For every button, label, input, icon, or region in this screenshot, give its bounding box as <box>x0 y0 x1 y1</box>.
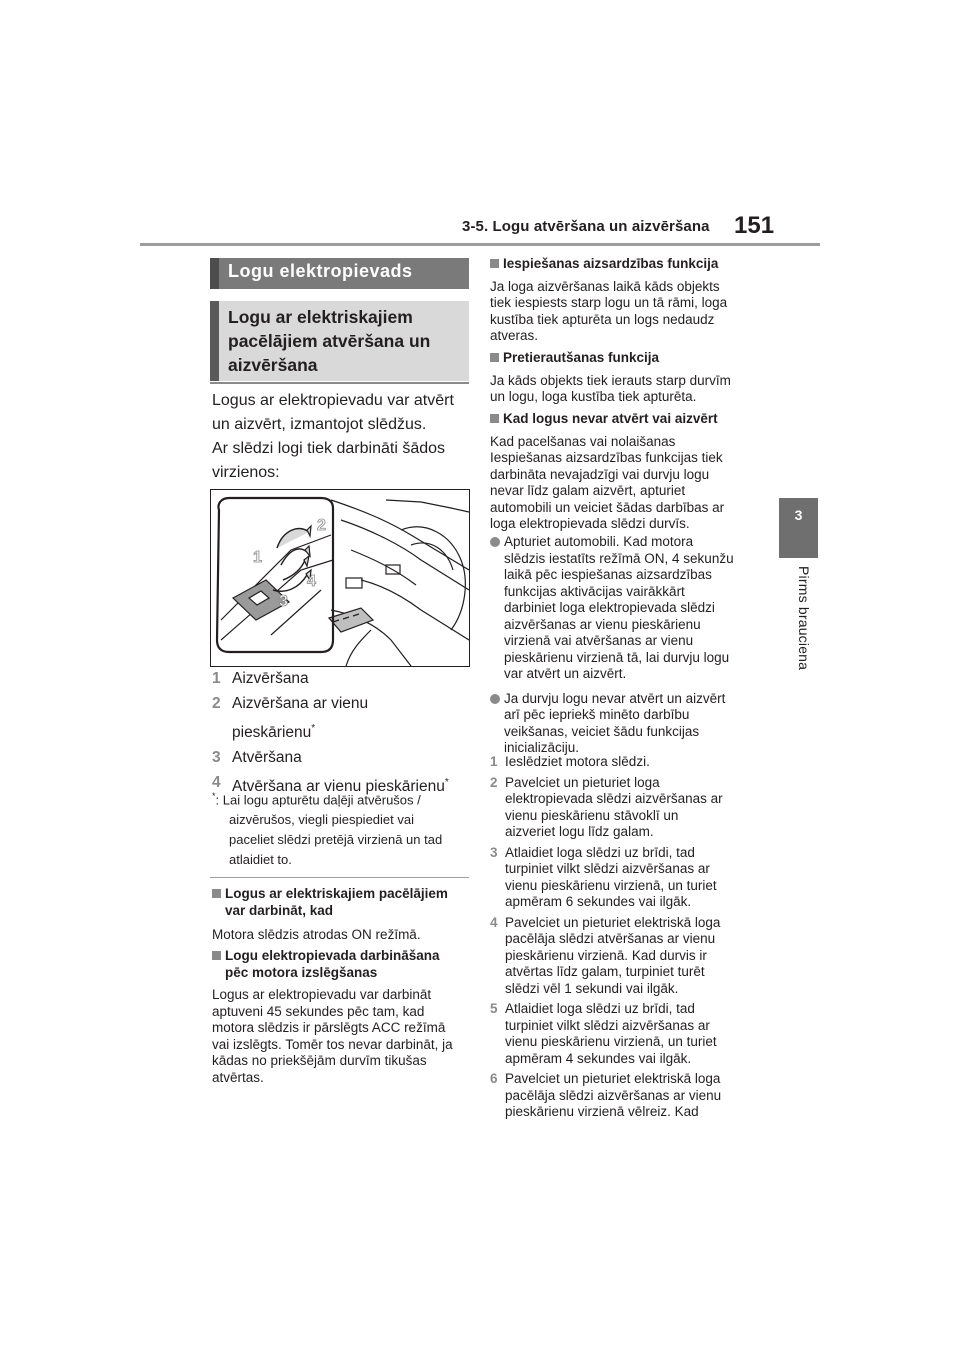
note-body-line: kādas no priekšējām durvīm tikušas <box>212 1053 427 1068</box>
figure-callout-4: 4 <box>307 573 316 590</box>
step-line: apmēram 4 sekundes vai ilgāk. <box>505 1050 692 1066</box>
step-line: turpiniet vilkt slēdzi aizvēršanas ar <box>505 861 710 876</box>
note-body-line: tiek iespiests starp logu un tā rāmi, loga <box>490 295 728 310</box>
intro-line: virzienos: <box>212 464 280 481</box>
step-line: Atlaidiet loga slēdzi uz brīdi, tad <box>505 844 695 860</box>
note-body-line: atveras. <box>490 328 539 343</box>
subheading-accent <box>210 301 219 381</box>
bullet-list <box>490 534 760 757</box>
note-body-line: nevar līdz galam aizvērt, apturiet <box>490 483 686 498</box>
note-body-line: darbināta nevajadzīgi vai durvju logu <box>490 466 710 482</box>
figure-callout-1: 1 <box>253 549 262 566</box>
step-number: 2 <box>490 774 498 790</box>
bullet-item <box>490 691 760 757</box>
note-body-line: un logu, loga kustība tiek apturēta. <box>490 389 697 404</box>
step-number: 1 <box>490 754 498 769</box>
note-body-line: aptuveni 45 sekundes pēc tam, kad <box>212 1003 425 1019</box>
bullet-line: laikā pēc iespiešanas aizsardzības <box>504 567 712 582</box>
list-text: Aizvēršana <box>232 670 309 687</box>
step-line: elektropievada slēdzi aizvēršanas ar <box>505 791 723 806</box>
footnote-line: : Lai logu apturētu daļēji atvērušos / <box>215 792 421 808</box>
step-line: turpiniet vilkt slēdzi aizvēršanas ar <box>505 1017 710 1033</box>
bullet-line: aizvēršanas ar vienu pieskārienu <box>504 616 701 632</box>
step-line: aizveriet logu līdz galam. <box>505 824 654 839</box>
step-line: vienu pieskārienu virzienā, un turiet <box>505 877 717 893</box>
note-body-line: motora slēdzis ir pārslēgts ACC režīmā <box>212 1020 446 1035</box>
intro-line: un aizvērt, izmantojot slēdžus. <box>212 416 427 433</box>
footnote-marker: * <box>311 723 316 734</box>
note-body-line: loga elektropievada slēdzi durvīs. <box>490 516 690 531</box>
note-heading-text: Pretierautšanas funkcija <box>503 350 660 365</box>
note-heading <box>490 350 760 367</box>
square-bullet-icon <box>490 353 499 362</box>
note-heading <box>212 886 474 919</box>
bullet-line: Apturiet automobili. Kad motora <box>504 534 694 549</box>
subheading-line: pacēlājiem atvēršana un <box>228 331 431 351</box>
step-line: slēdzi vēl 1 sekundi vai ilgāk. <box>505 980 679 996</box>
note-body: Motora slēdzis atrodas ON režīmā. <box>212 927 421 942</box>
step-item <box>490 915 760 998</box>
note-section <box>212 948 474 1086</box>
note-heading <box>212 948 474 981</box>
note-section <box>490 350 760 406</box>
list-text: Atvēršana ar vienu pieskārienu <box>232 778 445 796</box>
header-rule <box>140 243 820 246</box>
subheading <box>228 305 430 377</box>
chapter-tab-label: Pirms brauciena <box>796 566 812 671</box>
note-section <box>490 411 760 533</box>
footnote-line: atlaidiet to. <box>229 852 292 868</box>
figure-callout-3: 3 <box>279 593 288 610</box>
step-line: Ieslēdziet motora slēdzi. <box>505 754 650 769</box>
note-heading <box>490 256 760 273</box>
list-text: Atvēršana <box>232 749 302 767</box>
square-bullet-icon <box>490 259 499 268</box>
list-item <box>212 747 482 769</box>
figure-callout-2: 2 <box>317 517 326 534</box>
step-item <box>490 845 760 911</box>
window-switch-illustration <box>211 490 469 666</box>
list-text: Aizvēršana ar vienu <box>232 695 369 712</box>
note-body-line: Kad pacelšanas vai nolaišanas <box>490 433 676 449</box>
square-bullet-icon <box>490 414 499 423</box>
subheading-line: aizvēršana <box>228 355 318 375</box>
intro-paragraph <box>212 389 474 485</box>
note-body <box>490 279 760 345</box>
note-section <box>212 886 474 944</box>
list-number: 4 <box>212 774 221 792</box>
footnote-line: paceliet slēdzi pretējā virzienā un tad <box>229 832 443 848</box>
bullet-line: veikšanas, veiciet šādu funkcijas <box>504 723 700 739</box>
running-header-title: 3-5. Logu atvēršana un aizvēršana <box>462 218 710 235</box>
footnote-mark: * <box>212 791 216 801</box>
note-body-line: Iespiešanas aizsardzības funkcijas tiek <box>490 450 723 465</box>
step-line: Pavelciet un pieturiet elektriskā loga <box>505 1071 721 1086</box>
page-number: 151 <box>734 212 775 239</box>
step-item <box>490 1071 760 1121</box>
square-bullet-icon <box>212 951 221 960</box>
section-heading-accent <box>210 258 219 289</box>
step-line: vienu pieskārienu virzienā, un turiet <box>505 1034 717 1049</box>
bullet-line: virzienā vai atvēršanas ar vienu <box>504 633 694 648</box>
note-heading-line: pēc motora izslēgšanas <box>225 964 378 980</box>
note-body-line: Ja loga aizvēršanas laikā kāds objekts <box>490 278 720 294</box>
list-item <box>212 693 482 744</box>
step-list <box>490 754 760 1121</box>
note-section <box>490 256 760 345</box>
bullet-line: darbiniet loga elektropievada slēdzi <box>504 600 715 615</box>
bullet-line: funkcijas aktivācijas vairākkārt <box>504 583 685 599</box>
step-number: 5 <box>490 1001 498 1016</box>
step-item <box>490 1001 760 1067</box>
chapter-tab <box>779 498 818 558</box>
note-heading-text: Kad logus nevar atvērt vai aizvērt <box>503 411 718 426</box>
switch-direction-list <box>212 668 482 798</box>
note-body-line: Logus ar elektropievadu var darbināt <box>212 987 432 1002</box>
list-number: 1 <box>212 670 221 687</box>
list-item <box>212 668 482 690</box>
note-heading <box>490 411 760 428</box>
circle-bullet-icon <box>490 694 500 704</box>
subheading-line: Logu ar elektriskajiem <box>228 307 413 327</box>
note-body-line: atvērtas. <box>212 1069 264 1085</box>
footnote-marker: * <box>444 777 449 789</box>
note-body-line: Ja kāds objekts tiek ierauts starp durvīm <box>490 372 731 388</box>
note-heading-text: Iespiešanas aizsardzības funkcija <box>503 256 719 271</box>
note-body-line: vai izslēgts. Tomēr tos nevar darbināt, ja <box>212 1036 453 1052</box>
subheading-box <box>210 301 469 381</box>
footnote-line: aizvērušos, viegli piespiediet vai <box>229 812 414 828</box>
intro-line: Logus ar elektropievadu var atvērt <box>212 392 454 409</box>
bullet-line: Ja durvju logu nevar atvērt un aizvērt <box>504 690 726 706</box>
step-line: atvērtas līdz galam, turpiniet turēt <box>505 964 705 979</box>
note-body-line: kustība tiek apturēta un logs nedaudz <box>490 311 715 327</box>
section-heading: Logu elektropievads <box>228 261 413 281</box>
note-heading-line: var darbināt, kad <box>225 902 334 918</box>
step-line: Pavelciet un pieturiet elektriskā loga <box>505 914 721 930</box>
note-body-line: automobili un veiciet šādas darbības ar <box>490 499 725 515</box>
subheading-rule <box>210 382 469 384</box>
circle-bullet-icon <box>490 537 500 547</box>
step-line: apmēram 6 sekundes vai ilgāk. <box>505 894 692 909</box>
step-item <box>490 754 760 771</box>
list-text: pieskārienu <box>232 724 312 742</box>
note-body <box>490 373 760 406</box>
step-line: vienu pieskārienu stāvoklī un <box>505 807 679 823</box>
note-heading-line: Logu elektropievada darbināšana <box>225 948 440 963</box>
list-number: 3 <box>212 749 221 767</box>
bullet-line: inicializāciju. <box>504 740 580 755</box>
chapter-tab-number: 3 <box>794 507 803 523</box>
footnote <box>212 786 474 870</box>
step-line: pieskārienu virzienā. Kad durvis ir <box>505 947 707 963</box>
step-number: 4 <box>490 914 498 930</box>
list-number: 2 <box>212 695 221 712</box>
bullet-line: arī pēc iepriekš minēto darbību <box>504 707 690 722</box>
section-heading-bar <box>210 258 469 289</box>
step-item <box>490 775 760 841</box>
step-line: pacēlāja slēdzi aizvēršanas ar vienu <box>505 1087 722 1103</box>
step-line: pacēlāja slēdzi atvēršanas ar vienu <box>505 931 716 946</box>
step-number: 6 <box>490 1071 498 1086</box>
step-number: 3 <box>490 844 498 860</box>
step-line: pieskārienu virzienā vēlreiz. Kad <box>505 1104 699 1119</box>
note-body <box>490 434 760 533</box>
step-line: Pavelciet un pieturiet loga <box>505 774 660 790</box>
bullet-line: pieskārienu virzienā tā, lai durvju logu <box>504 649 730 665</box>
note-body <box>212 987 474 1086</box>
footnote-rule <box>210 877 469 878</box>
square-bullet-icon <box>212 889 221 898</box>
window-switch-figure <box>210 489 470 667</box>
note-heading-line: Logus ar elektriskajiem pacēlājiem <box>225 886 448 901</box>
bullet-line: slēdzis iestatīts režīmā ON, 4 sekunžu <box>504 550 734 566</box>
bullet-item <box>490 534 760 683</box>
intro-line: Ar slēdzi logi tiek darbināti šādos <box>212 440 446 457</box>
step-line: Atlaidiet loga slēdzi uz brīdi, tad <box>505 1001 695 1016</box>
bullet-line: var atvērt un aizvērt. <box>504 666 627 681</box>
